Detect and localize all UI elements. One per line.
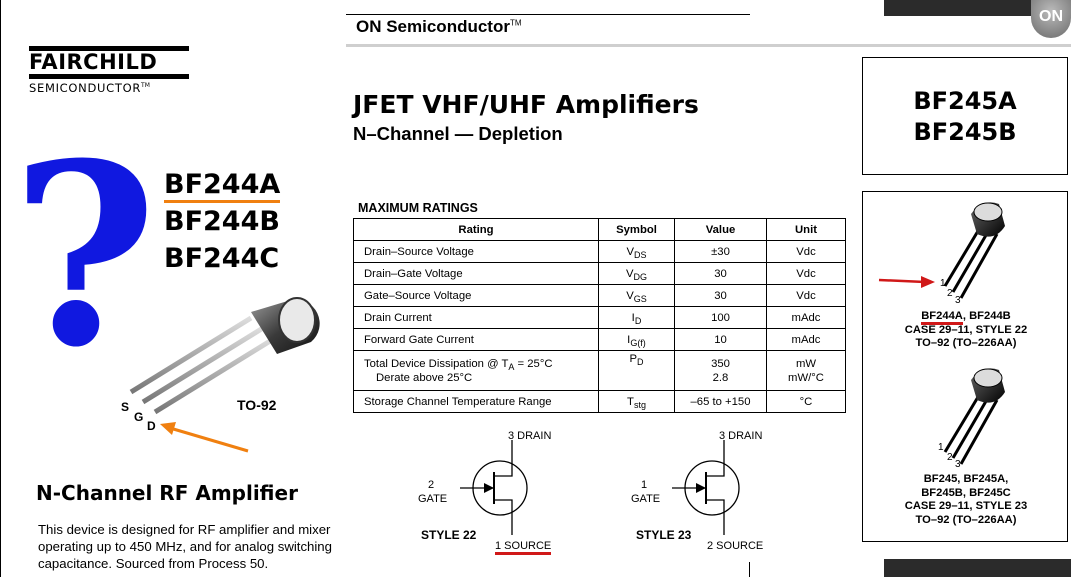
gate-num-23: 1 — [641, 479, 648, 491]
table-row: Drain Current $I_D$ 100 mAdc — [354, 307, 846, 329]
orange-arrow-icon — [156, 418, 256, 458]
logo-subtitle: SEMICONDUCTOR™ — [29, 80, 150, 95]
on-logo: ON — [1031, 0, 1071, 38]
table-row: Total Device Dissipation @ $T_A = 25^\circ C$ Derate above 25°C $P_D$ 350 2.8 mW mW/°C — [354, 351, 846, 391]
header-unit: Unit — [767, 219, 846, 241]
divider-line — [749, 562, 750, 577]
ratings-title: MAXIMUM RATINGS — [358, 201, 478, 215]
pkg2-caption: BF245, BF245A, BF245B, BF245C CASE 29–11, STYLE 23 TO–92 (TO–226AA) — [904, 473, 1028, 526]
drain-label-23: 3 DRAIN — [719, 430, 763, 442]
drain-label-22: 3 DRAIN — [508, 430, 552, 442]
part-bf244a: BF244A — [164, 169, 280, 203]
onsemi-brand: ON Semiconductor™ — [356, 17, 522, 36]
part-bf244c: BF244C — [164, 243, 280, 274]
header-symbol: Symbol — [599, 219, 675, 241]
pin-d-label: D — [147, 419, 156, 433]
bf245-part-box — [862, 57, 1068, 175]
bottom-right-bar — [884, 559, 1071, 577]
table-header — [354, 219, 846, 241]
onsemi-title: JFET VHF/UHF Amplifiers — [353, 90, 699, 119]
part-bf244b: BF244B — [164, 206, 280, 237]
onsemi-subtitle: N–Channel — Depletion — [353, 123, 563, 144]
package-box: 1 2 3 BF244A, BF244B CASE 29–11, STYLE 22 TO–92 (TO–226AA) 1 2 3 BF245, BF245A, BF245B, BF245C CASE 29–11, STYLE 23 TO–92 (TO–226AA) — [862, 191, 1068, 542]
gate-num-22: 2 — [428, 479, 435, 491]
header-value: Value — [675, 219, 767, 241]
gate-label-22: GATE — [418, 493, 448, 505]
pin-s-label: S — [121, 400, 130, 414]
table-row: Drain–Gate Voltage $V_{DG}$ 30 Vdc — [354, 263, 846, 285]
logo-name: FAIRCHILD — [29, 50, 158, 74]
source-label-23: 2 SOURCE — [707, 540, 764, 552]
table-row: Forward Gate Current $I_{G(f)}$ 10 mAdc — [354, 329, 846, 351]
fairchild-part-list — [164, 166, 280, 277]
fairchild-title: N-Channel RF Amplifier — [36, 481, 298, 505]
package-label: TO-92 — [237, 397, 277, 413]
part-bf245b: BF245B — [913, 118, 1017, 146]
source-label-22: 1 SOURCE — [495, 540, 551, 552]
style23-label: STYLE 23 — [636, 528, 692, 542]
max-ratings-table — [353, 218, 846, 413]
table-row: Storage Channel Temperature Range $T_{stg}$ –65 to +150 °C — [354, 391, 846, 413]
part-bf245a: BF245A — [913, 87, 1017, 115]
style22-label: STYLE 22 — [421, 528, 477, 542]
table-row: Gate–Source Voltage $V_{GS}$ 30 Vdc — [354, 285, 846, 307]
table-row: Drain–Source Voltage $V_{DS}$ ±30 Vdc — [354, 241, 846, 263]
red-arrow-icon — [877, 270, 937, 290]
fairchild-description: This device is designed for RF amplifier and mixer operating up to 450 MHz, and for analog switching capacitance. Sourced from Process 50. — [38, 522, 332, 571]
header-rule — [346, 44, 1071, 47]
fairchild-datasheet — [0, 0, 348, 577]
pin-g-label: G — [134, 410, 144, 424]
gate-label-23: GATE — [631, 493, 661, 505]
pkg1-caption: BF244A, BF244B CASE 29–11, STYLE 22 TO–92 (TO–226AA) — [904, 310, 1028, 349]
fairchild-logo — [29, 46, 189, 95]
question-mark-glyph: ? — [11, 108, 158, 402]
top-rule — [346, 14, 750, 15]
header-rating: Rating — [354, 219, 599, 241]
